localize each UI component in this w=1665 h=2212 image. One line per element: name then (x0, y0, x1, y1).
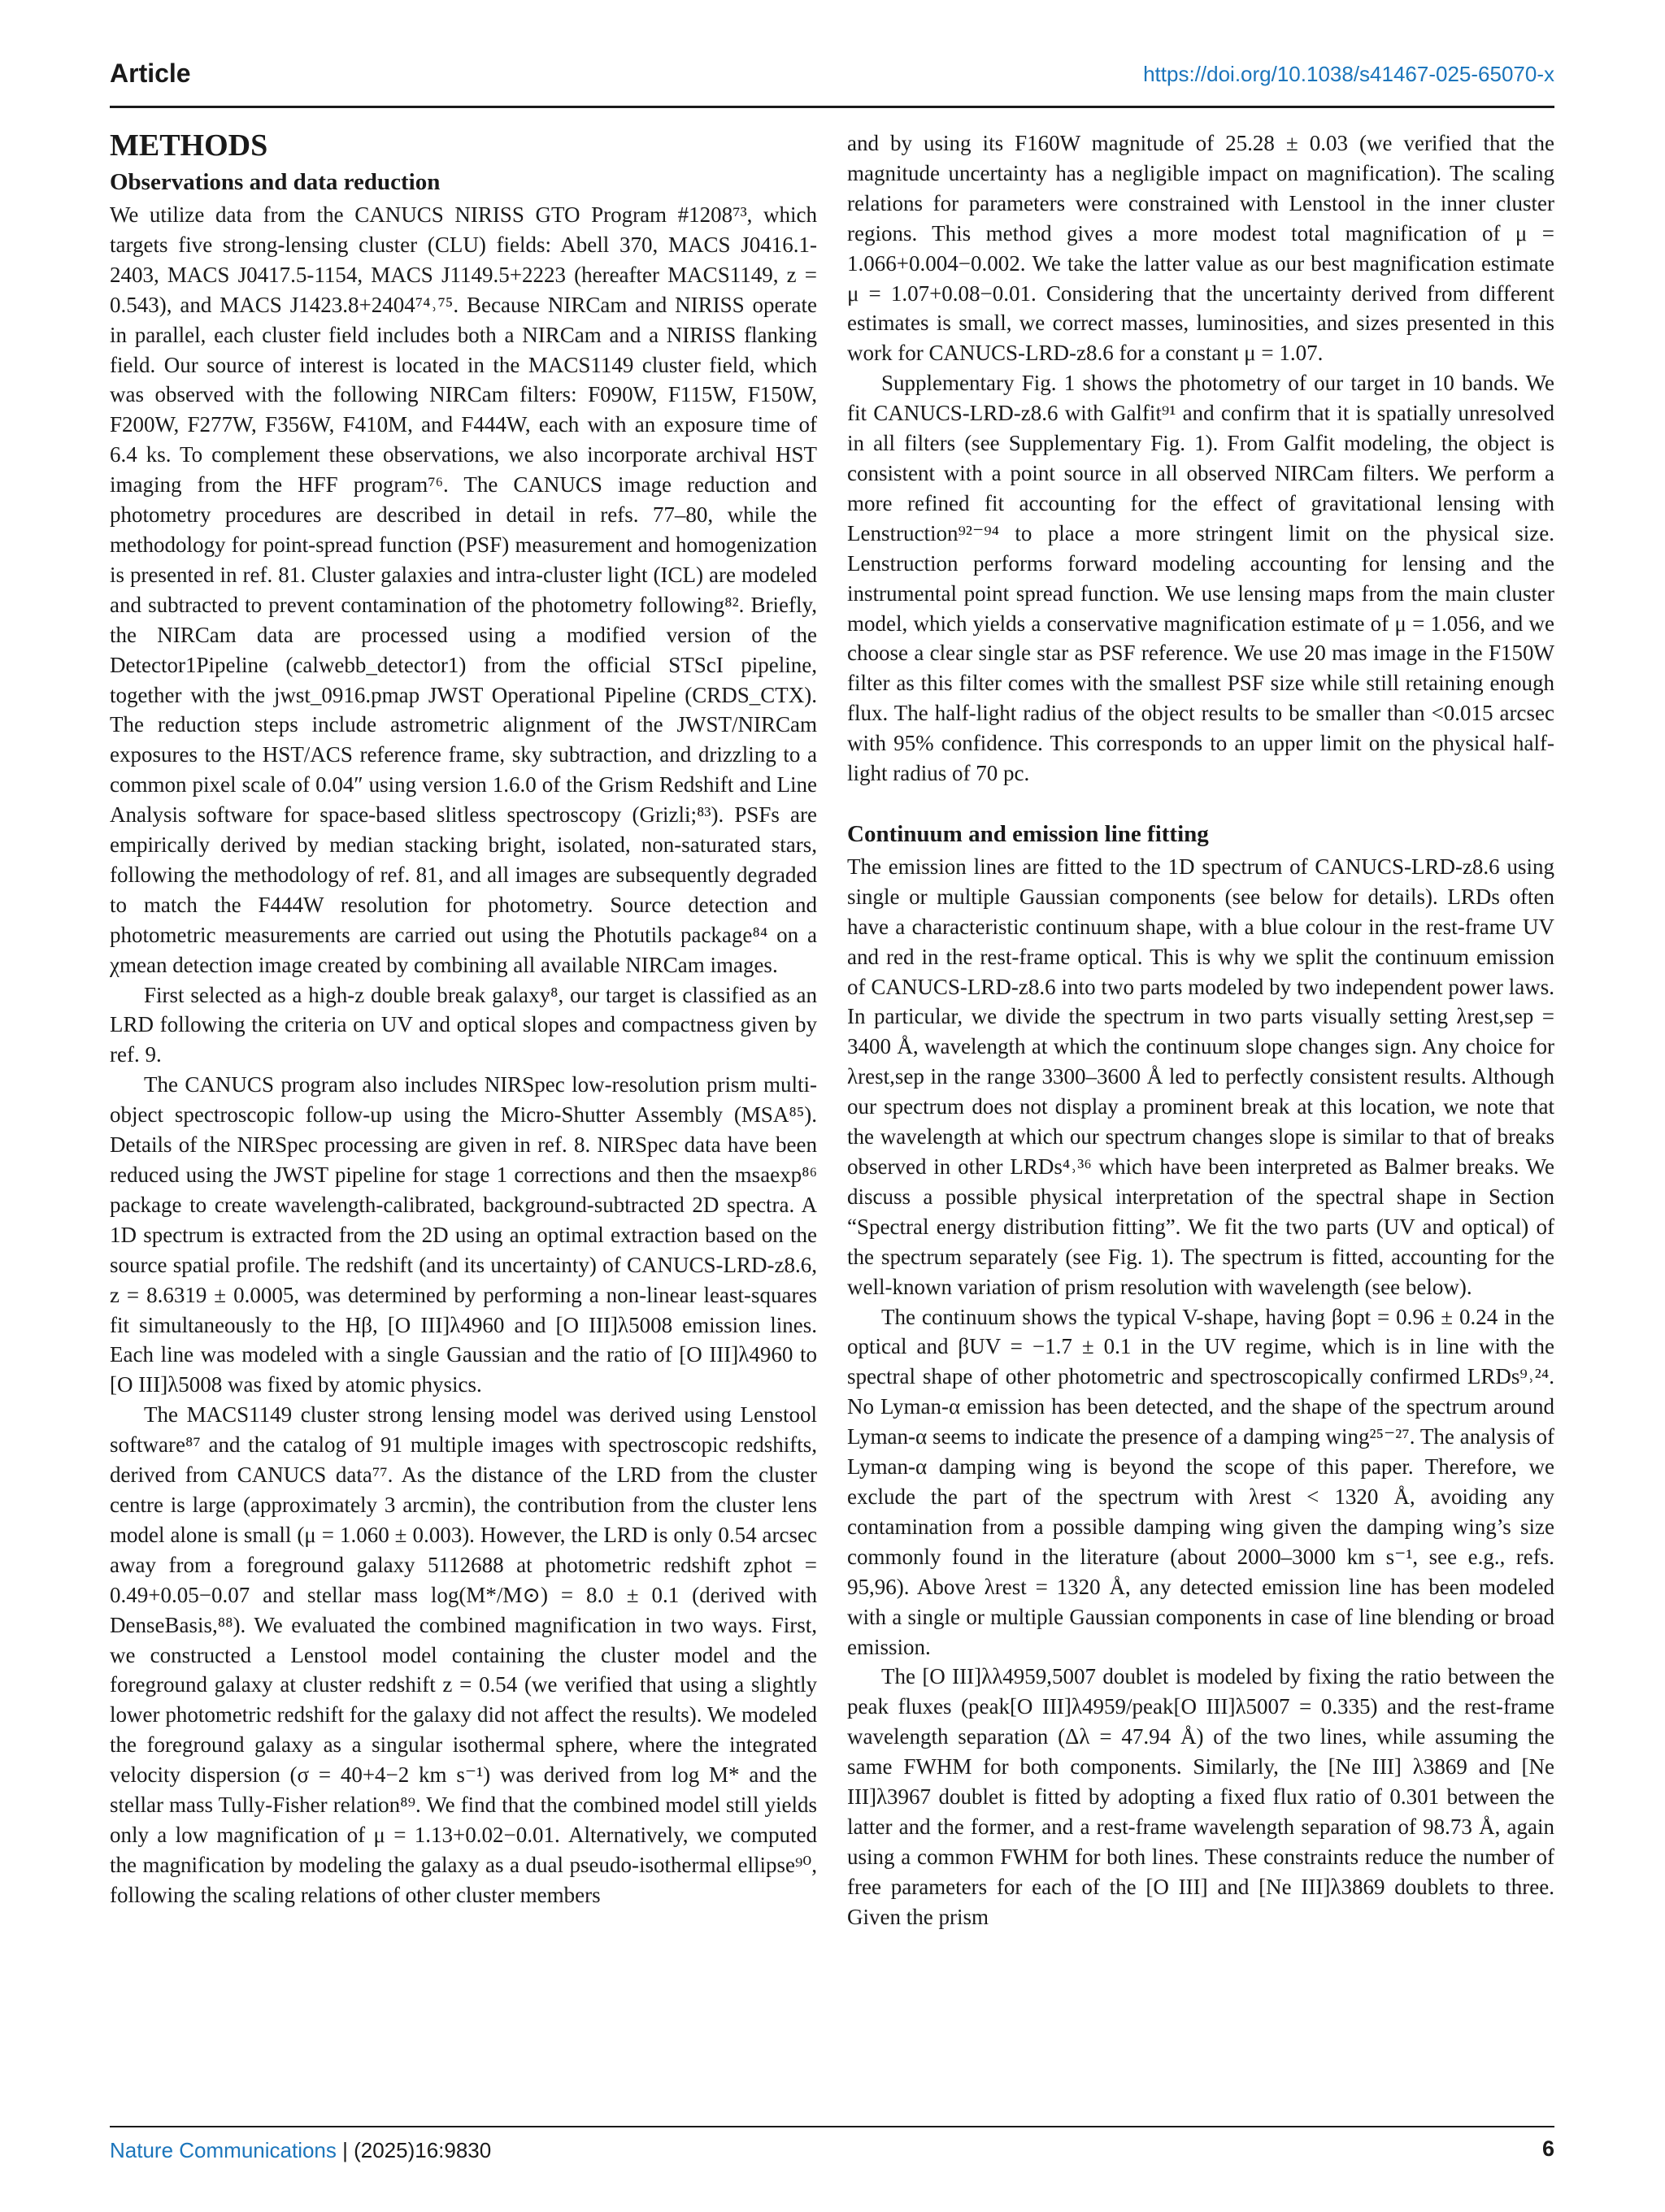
paragraph-size: Supplementary Fig. 1 shows the photometry of our target in 10 bands. We fit CANUCS-LRD-z8.6 with Galfit⁹¹ and confirm that it is spatially unresolved in all filters (see Supplementary Fig. 1). From Galfit modeling, the object is consistent with a point source in all observed NIRCam filters. We perform a more refined fit accounting for the effect of gravitational lensing with Lenstruction⁹²⁻⁹⁴ to place a more stringent limit on the physical size. Lenstruction performs forward modeling accounting for lensing and the instrumental point spread function. We use lensing maps from the main cluster model, which yields a conservative magnification estimate of μ = 1.056, and we choose a clear single star as PSF reference. We use 20 mas image in the F150W filter as this filter comes with the smallest PSF size while still retaining enough flux. The half-light radius of the object results to be smaller than <0.015 arcsec with 95% confidence. This corresponds to an upper limit on the physical half-light radius of 70 pc. (847, 371, 1554, 786)
subsection-title-continuum: Continuum and emission line fitting (847, 820, 1209, 847)
paragraph-selection: First selected as a high-z double break galaxy⁸, our target is classified as an LRD following the criteria on UV and optical slopes and compactness given by ref. 9. (110, 982, 817, 1067)
footer-citation (110, 2138, 491, 2163)
paragraph-lensing: The MACS1149 cluster strong lensing model was derived using Lenstool software⁸⁷ and the catalog of 91 multiple images with spectroscopic redshifts, derived from CANUCS data⁷⁷. As the distance of the LRD from the cluster centre is large (approximately 3 arcmin), the contribution from the cluster lens model alone is small (μ = 1.060 ± 0.003). However, the LRD is only 0.54 arcsec away from a foreground galaxy 5112688 at photometric redshift zphot = 0.49+0.05−0.07 and stellar mass log(M*/M⊙) = 8.0 ± 0.1 (derived with DenseBasis,⁸⁸). We evaluated the combined magnification in two ways. First, we constructed a Lenstool model containing the cluster model and the foreground galaxy at cluster redshift z = 0.54 (we verified that using a slightly lower photometric redshift for the galaxy did not affect the results). We modeled the foreground galaxy as a singular isothermal sphere, where the integrated velocity dispersion (σ = 40+4−2 km s⁻¹) was derived from log M* and the stellar mass Tully-Fisher relation⁸⁹. We find that the combined model still yields only a low magnification of μ = 1.13+0.02−0.01. Alternatively, we computed the magnification by modeling the galaxy as a dual pseudo-isothermal ellipse⁹⁰, following the scaling relations of other cluster members (110, 1402, 817, 1907)
paragraph-nirspec: The CANUCS program also includes NIRSpec low-resolution prism multi-object spectroscopic follow-up using the Micro-Shutter Assembly (MSA⁸⁵). Details of the NIRSpec processing are given in ref. 8. NIRSpec data have been reduced using the JWST pipeline for stage 1 corrections and then the msaexp⁸⁶ package to create wavelength-calibrated, background-subtracted 2D spectra. A 1D spectrum is extracted from the 2D using an optimal extraction based on the source spatial profile. The redshift (and its uncertainty) of CANUCS-LRD-z8.6, z = 8.6319 ± 0.0005, was determined by performing a non-linear least-squares fit simultaneously to the Hβ, [O III]λ4960 and [O III]λ5008 emission lines. Each line was modeled with a single Gaussian and the ratio of [O III]λ4960 to [O III]λ5008 was fixed by atomic physics. (110, 1072, 817, 1397)
volume-info: | (2025)16:9830 (336, 2138, 492, 2162)
paragraph-emission-lines: The emission lines are fitted to the 1D spectrum of CANUCS-LRD-z8.6 using single or multiple Gaussian components (see below for details). LRDs often have a characteristic continuum shape, with a blue colour in the rest-frame UV and red in the rest-frame optical. This is why we split the continuum emission of CANUCS-LRD-z8.6 into two parts modeled by two independent power laws. In particular, we divide the spectrum in two parts visually setting λrest,sep = 3400 Å, wavelength at which the continuum slope changes sign. Any choice for λrest,sep in the range 3300–3600 Å led to perfectly consistent results. Although our spectrum does not display a prominent break at this location, we note that the wavelength at which our spectrum changes slope is similar to that of breaks observed in other LRDs⁴˒³⁶ which have been interpreted as Balmer breaks. We discuss a possible physical interpretation of the spectral shape in Section “Spectral energy distribution fitting”. We fit the two parts (UV and optical) of the spectrum separately (see Fig. 1). The spectrum is fitted, accounting for the well-known variation of prism resolution with wavelength (see below). (847, 854, 1554, 1299)
section-gap (847, 789, 1554, 818)
section-title: METHODS (110, 128, 268, 163)
subsection-title-observations: Observations and data reduction (110, 169, 441, 195)
paragraph-observations: We utilize data from the CANUCS NIRISS GTO Program #1208⁷³, which targets five strong-lensing cluster (CLU) fields: Abell 370, MACS J0416.1-2403, MACS J0417.5-1154, MACS J1149.5+2223 (hereafter MACS1149, z = 0.543), and MACS J1423.8+2404⁷⁴˒⁷⁵. Because NIRCam and NIRISS operate in parallel, each cluster field includes both a NIRCam and a NIRISS flanking field. Our source of interest is located in the MACS1149 cluster field, which was observed with the following NIRCam filters: F090W, F115W, F150W, F200W, F277W, F356W, F410M, and F444W, each with an exposure time of 6.4 ks. To complement these observations, we also incorporate archival HST imaging from the HFF program⁷⁶. The CANUCS image reduction and photometry procedures are described in detail in refs. 77–80, while the methodology for point-spread function (PSF) measurement and homogenization is presented in ref. 81. Cluster galaxies and intra-cluster light (ICL) are modeled and subtracted to prevent contamination of the photometry following⁸². Briefly, the NIRCam data are processed using a modified version of the Detector1Pipeline (calwebb_detector1) from the official STScI pipeline, together with the jwst_0916.pmap JWST Operational Pipeline (CRDS_CTX). The reduction steps include astrometric alignment of the JWST/NIRCam exposures to the HST/ACS reference frame, sky subtraction, and drizzling to a common pixel scale of 0.04″ using version 1.6.0 of the Grism Redshift and Line Analysis software for space-based slitless spectroscopy (Grizli;⁸³). PSFs are empirically derived by median stacking bright, isolated, non-saturated stars, following the methodology of ref. 81, and all images are subsequently degraded to match the F444W resolution for photometry. Source detection and photometric measurements are carried out using the Photutils package⁸⁴ on a χmean detection image created by combining all available NIRCam images. (110, 202, 817, 977)
header-divider (110, 106, 1554, 108)
left-column (110, 122, 817, 1910)
page-number: 6 (1541, 2136, 1554, 2161)
paragraph-continuum: The continuum shows the typical V-shape, having βopt = 0.96 ± 0.24 in the optical and βUV = −1.7 ± 0.1 in the UV regime, which is in line with the spectral shape of other photometric and spectroscopically confirmed LRDs⁹˒²⁴. No Lyman-α emission has been detected, and the shape of the spectrum around Lyman-α seems to indicate the presence of a damping wing²⁵⁻²⁷. The analysis of Lyman-α damping wing is beyond the scope of this paper. Therefore, we exclude the part of the spectrum with λrest < 1320 Å, avoiding any contamination from a possible damping wing given the damping wing’s size commonly found in the literature (about 2000–3000 km s⁻¹, see e.g., refs. 95,96). Above λrest = 1320 Å, any detected emission line has been modeled with a single or multiple Gaussian components in case of line blending or broad emission. (847, 1304, 1554, 1659)
paragraph-magnification: and by using its F160W magnitude of 25.28 ± 0.03 (we verified that the magnitude uncertainty has a negligible impact on magnification). The scaling relations for parameters were constrained with Lenstool in the inner cluster regions. This method gives a more modest total magnification of μ = 1.066+0.004−0.002. We take the latter value as our best magnification estimate μ = 1.07+0.08−0.01. Considering that the uncertainty derived from different estimates is small, we correct masses, luminosities, and sizes presented in this work for CANUCS-LRD-z8.6 for a constant μ = 1.07. (847, 131, 1554, 366)
article-type-label: Article (110, 59, 191, 88)
journal-name[interactable]: Nature Communications (110, 2138, 337, 2162)
doi-link[interactable]: https://doi.org/10.1038/s41467-025-65070-x (1143, 62, 1554, 86)
footer-divider (110, 2126, 1554, 2127)
paragraph-doublets: The [O III]λλ4959,5007 doublet is modeled by fixing the ratio between the peak fluxes (peak[O III]λ4959/peak[O III]λ5007 = 0.335) and the rest-frame wavelength separation (Δλ = 47.94 Å) of the two lines, while assuming the same FWHM for both components. Similarly, the [Ne III] λ3869 and [Ne III]λ3967 doublet is fitted by adopting a fixed flux ratio of 0.301 between the latter and the former, and a rest-frame wavelength separation of 98.73 Å, again using a common FWHM for both lines. These constraints reduce the number of free parameters for each of the [O III] and [Ne III]λ3869 doublets to three. Given the prism (847, 1664, 1554, 1929)
right-column (847, 128, 1554, 1932)
